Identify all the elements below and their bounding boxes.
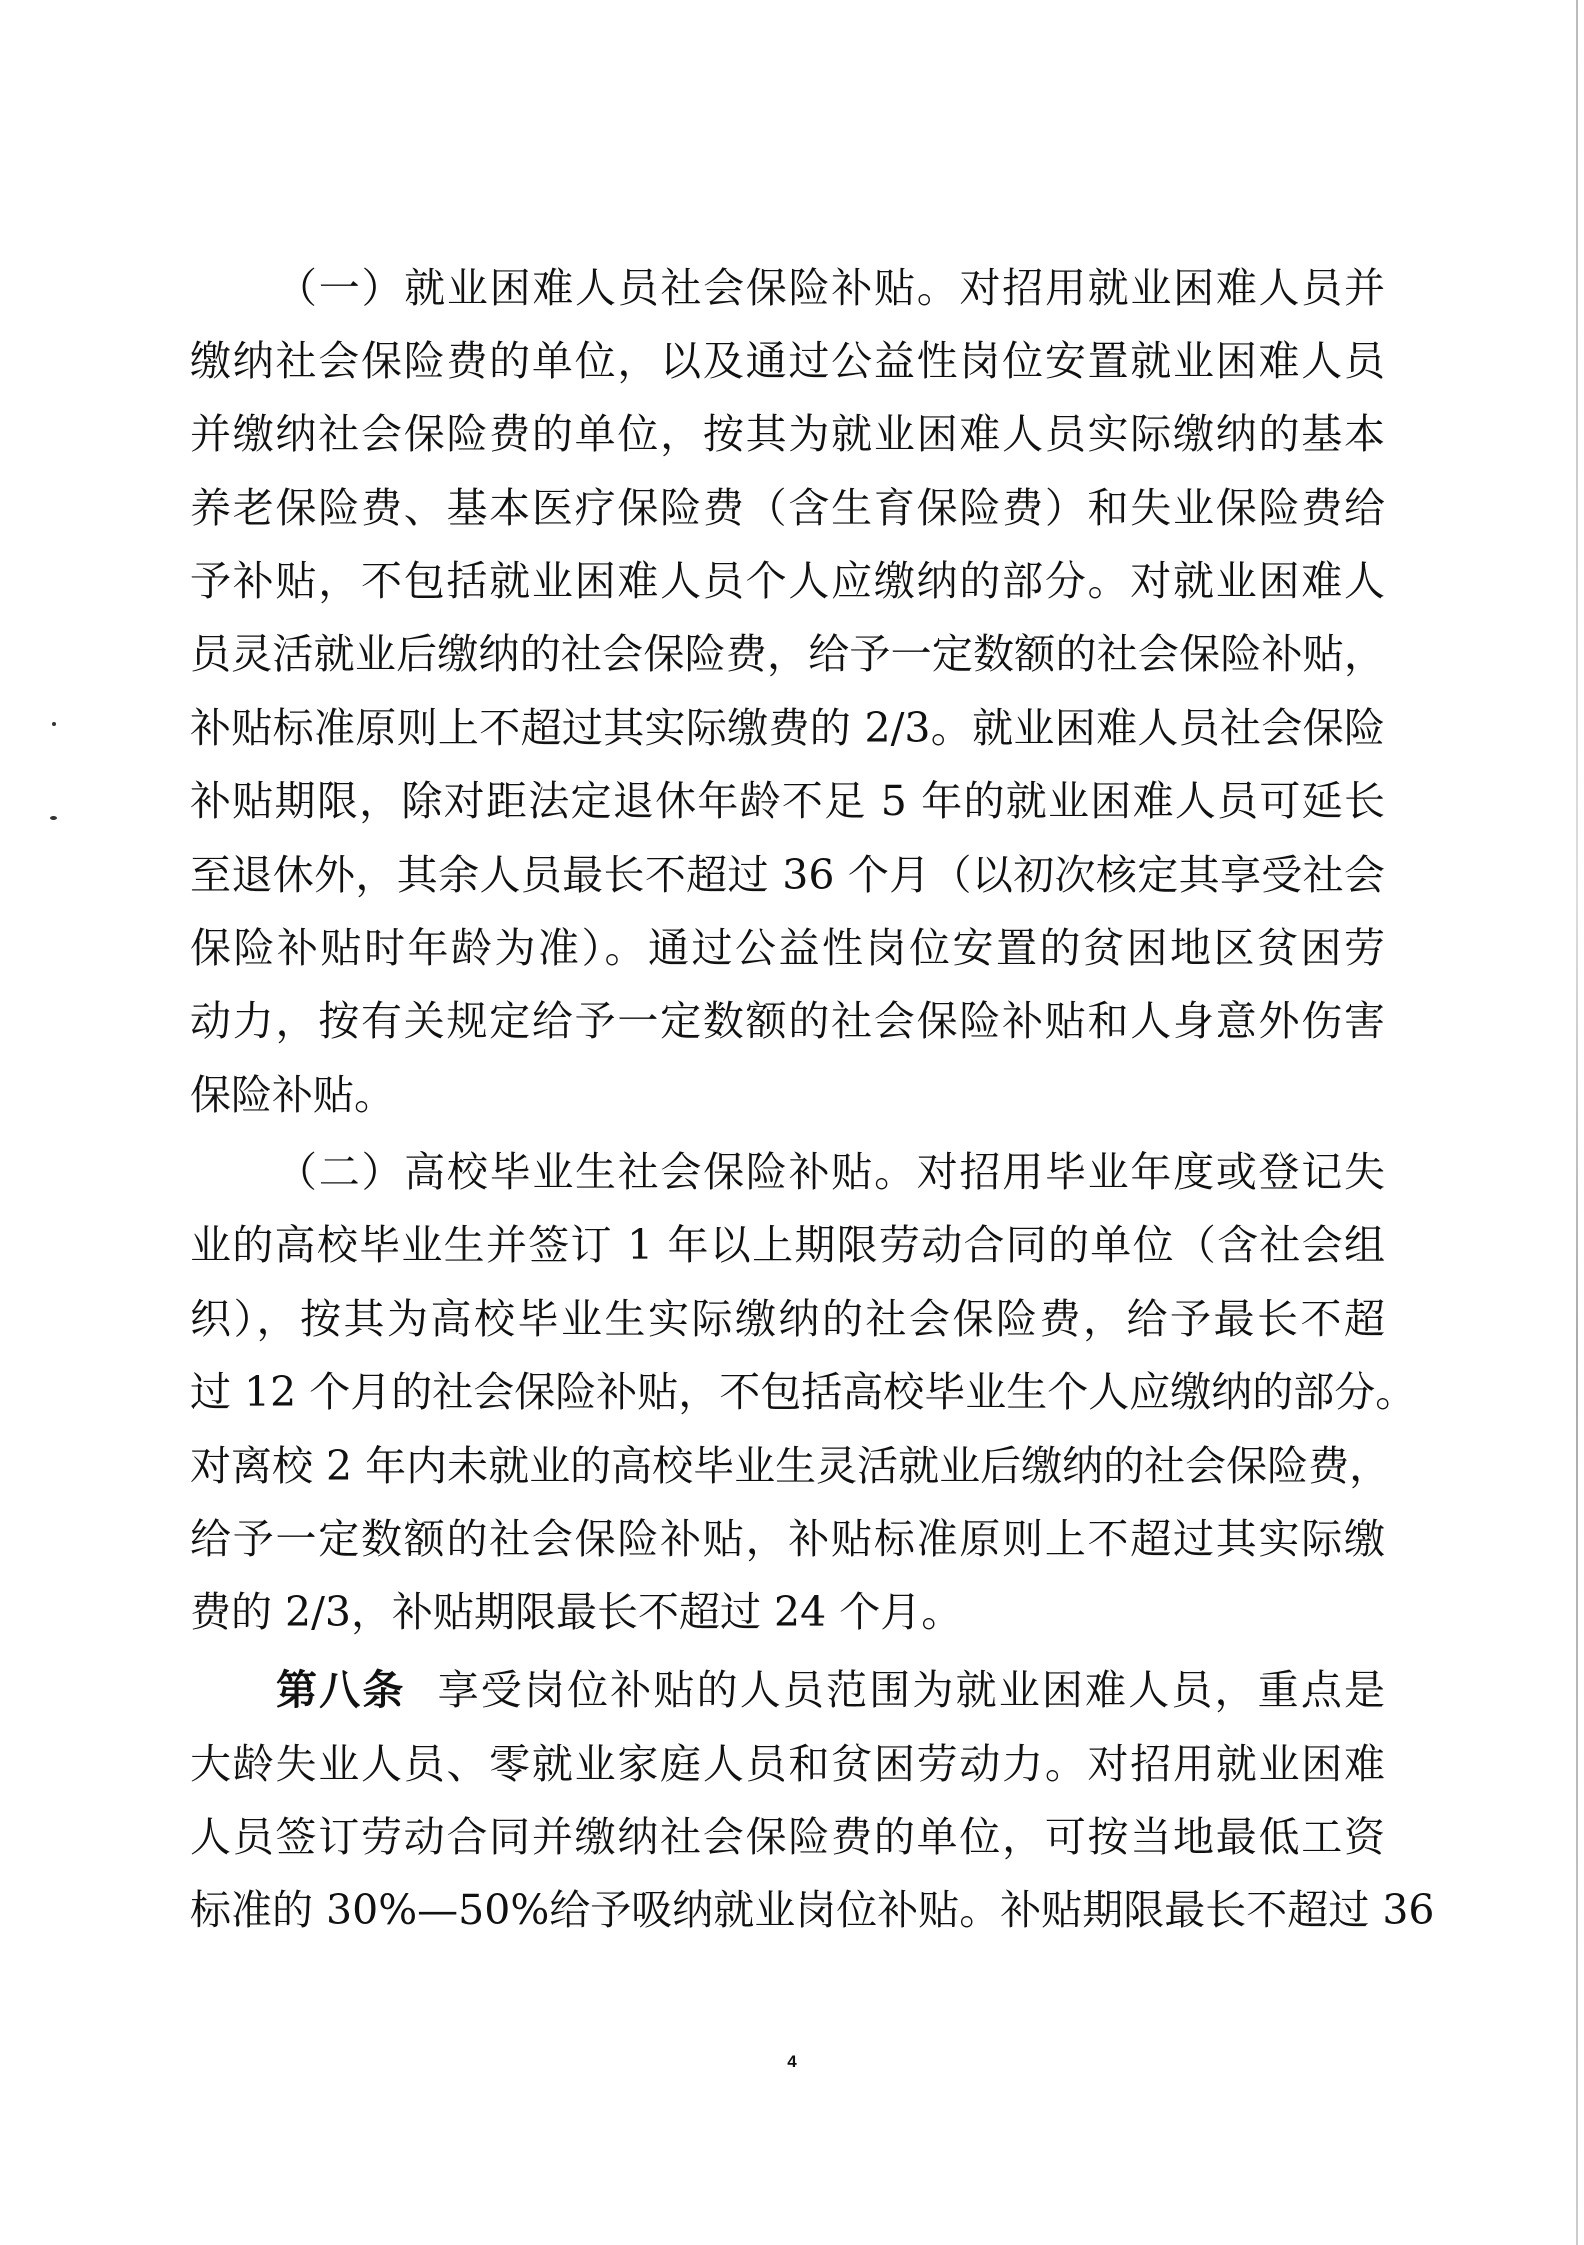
paragraph-1-line-8: 补贴期限，除对距法定退休年龄不足 5 年的就业困难人员可延长 <box>190 777 1385 825</box>
paragraph-3-line-4: 标准的 30%—50%给予吸纳就业岗位补贴。补贴期限最长不超过 36 <box>190 1886 1435 1934</box>
paragraph-1-line-5: 予补贴，不包括就业困难人员个人应缴纳的部分。对就业困难人 <box>190 557 1385 605</box>
scan-dot-mark <box>52 722 56 726</box>
paragraph-3-line-2: 大龄失业人员、零就业家庭人员和贫困劳动力。对招用就业困难 <box>190 1740 1385 1788</box>
scan-edge-line <box>1576 0 1578 2245</box>
paragraph-1-line-2: 缴纳社会保险费的单位，以及通过公益性岗位安置就业困难人员 <box>190 337 1385 385</box>
paragraph-2-line-3: 织），按其为高校毕业生实际缴纳的社会保险费，给予最长不超 <box>190 1295 1385 1343</box>
article-title: 第八条 <box>276 1666 406 1714</box>
paragraph-1-line-9: 至退休外，其余人员最长不超过 36 个月（以初次核定其享受社会 <box>190 851 1385 899</box>
paragraph-1-line-3: 并缴纳社会保险费的单位，按其为就业困难人员实际缴纳的基本 <box>190 410 1385 458</box>
paragraph-1-line-11: 动力，按有关规定给予一定数额的社会保险补贴和人身意外伤害 <box>190 997 1385 1045</box>
paragraph-2-line-2: 业的高校毕业生并签订 1 年以上期限劳动合同的单位（含社会组 <box>190 1221 1385 1269</box>
paragraph-1-line-6: 员灵活就业后缴纳的社会保险费，给予一定数额的社会保险补贴， <box>190 630 1385 678</box>
scan-dash-mark <box>50 816 57 820</box>
paragraph-2-line-1: （二）高校毕业生社会保险补贴。对招用毕业年度或登记失 <box>276 1148 1385 1196</box>
paragraph-1-line-1: （一）就业困难人员社会保险补贴。对招用就业困难人员并 <box>276 264 1385 312</box>
paragraph-1-line-10: 保险补贴时年龄为准）。通过公益性岗位安置的贫困地区贫困劳 <box>190 924 1385 972</box>
paragraph-1-line-7: 补贴标准原则上不超过其实际缴费的 2/3。就业困难人员社会保险 <box>190 704 1385 752</box>
paragraph-3-line-3: 人员签订劳动合同并缴纳社会保险费的单位，可按当地最低工资 <box>190 1813 1385 1861</box>
paragraph-2-line-6: 给予一定数额的社会保险补贴，补贴标准原则上不超过其实际缴 <box>190 1515 1385 1563</box>
paragraph-2-line-5: 对离校 2 年内未就业的高校毕业生灵活就业后缴纳的社会保险费， <box>190 1442 1391 1490</box>
paragraph-2-line-7: 费的 2/3，补贴期限最长不超过 24 个月。 <box>190 1588 963 1636</box>
paragraph-1-line-12: 保险补贴。 <box>190 1071 395 1119</box>
paragraph-3-line-1 <box>276 1660 1385 1720</box>
paragraph-2-line-4: 过 12 个月的社会保险补贴，不包括高校毕业生个人应缴纳的部分。 <box>190 1368 1417 1416</box>
page-number: 4 <box>787 2052 797 2071</box>
article-first-line-text: 享受岗位补贴的人员范围为就业困难人员，重点是 <box>435 1666 1386 1714</box>
paragraph-1-line-4: 养老保险费、基本医疗保险费（含生育保险费）和失业保险费给 <box>190 484 1385 532</box>
